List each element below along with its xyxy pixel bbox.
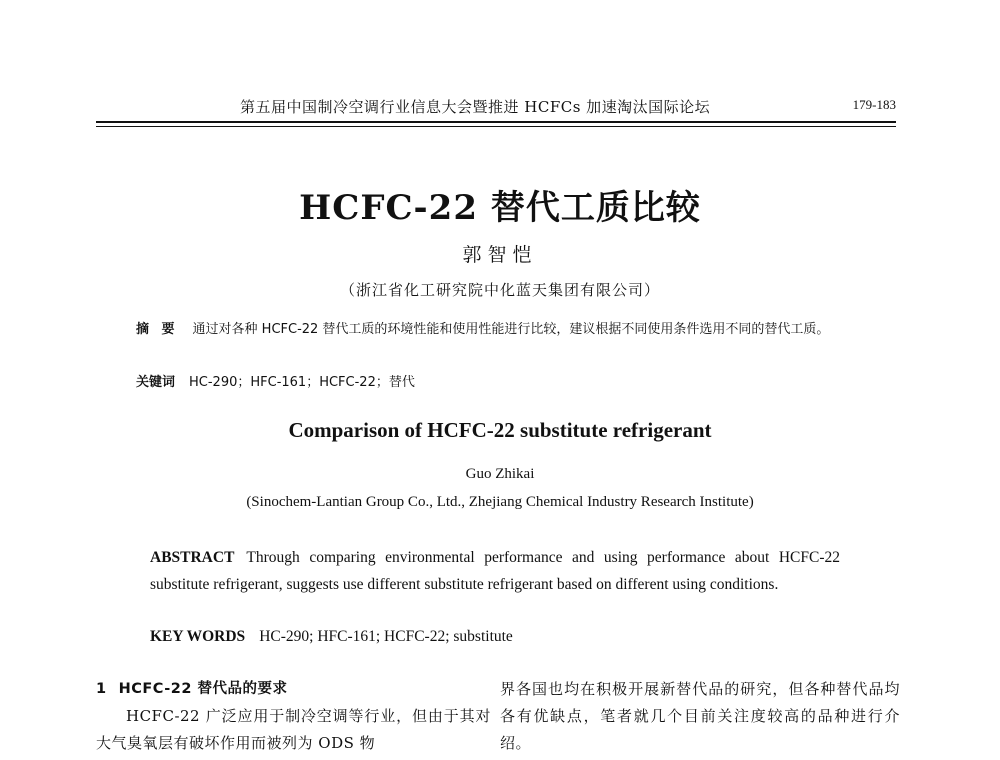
abstract-en — [150, 544, 840, 598]
running-header — [96, 96, 896, 120]
author-cn: 郭智恺 — [462, 244, 538, 266]
page-range: 179-183 — [852, 97, 896, 112]
body-paragraph-left: HCFC-22 广泛应用于制冷空调等行业，但由于其对大气臭氧层有破坏作用而被列为 ODS 物 — [96, 707, 491, 752]
abstract-cn-text: 通过对各种 HCFC-22 替代工质的环境性能和使用性能进行比较，建议根据不同使用条件选用不同的替代工质。 — [192, 322, 830, 337]
body-column-right — [500, 676, 900, 757]
section-heading — [96, 676, 491, 703]
keywords-en — [150, 628, 840, 646]
keywords-cn-label: 关键词 — [136, 375, 176, 390]
abstract-en-text: Through comparing environmental performance and using performance about HCFC-22 substitute refrigerant, suggests use different substitute refrigerant based on different using conditions. — [150, 549, 840, 593]
header-rule-thick — [96, 121, 896, 123]
keywords-en-label: KEY WORDS — [150, 628, 246, 645]
section-number: 1 — [96, 681, 107, 697]
conference-name: 第五届中国制冷空调行业信息大会暨推进 HCFCs 加速淘汰国际论坛 — [240, 98, 711, 116]
keywords-cn-text: HC-290；HFC-161；HCFC-22；替代 — [189, 375, 415, 390]
abstract-cn — [136, 318, 866, 342]
abstract-en-label: ABSTRACT — [150, 549, 235, 566]
body-column-left — [96, 676, 491, 757]
paper-title-en: Comparison of HCFC-22 substitute refrigerant — [288, 418, 712, 442]
section-title: HCFC-22 替代品的要求 — [118, 681, 288, 697]
affiliation-en: (Sinochem-Lantian Group Co., Ltd., Zhejiang Chemical Industry Research Institute) — [246, 494, 754, 510]
paper-title-cn: HCFC-22 替代工质比较 — [299, 188, 701, 228]
affiliation-cn: （浙江省化工研究院中化蓝天集团有限公司） — [339, 281, 660, 299]
author-en: Guo Zhikai — [465, 466, 535, 482]
abstract-cn-label: 摘 要 — [136, 322, 179, 337]
keywords-en-text: HC-290; HFC-161; HCFC-22; substitute — [259, 628, 513, 645]
keywords-cn — [136, 371, 866, 390]
body-paragraph-right: 界各国也均在积极开展新替代品的研究，但各种替代品均各有优缺点，笔者就几个目前关注度较高的品种进行介绍。 — [500, 680, 900, 752]
header-rule-thin — [96, 126, 896, 127]
